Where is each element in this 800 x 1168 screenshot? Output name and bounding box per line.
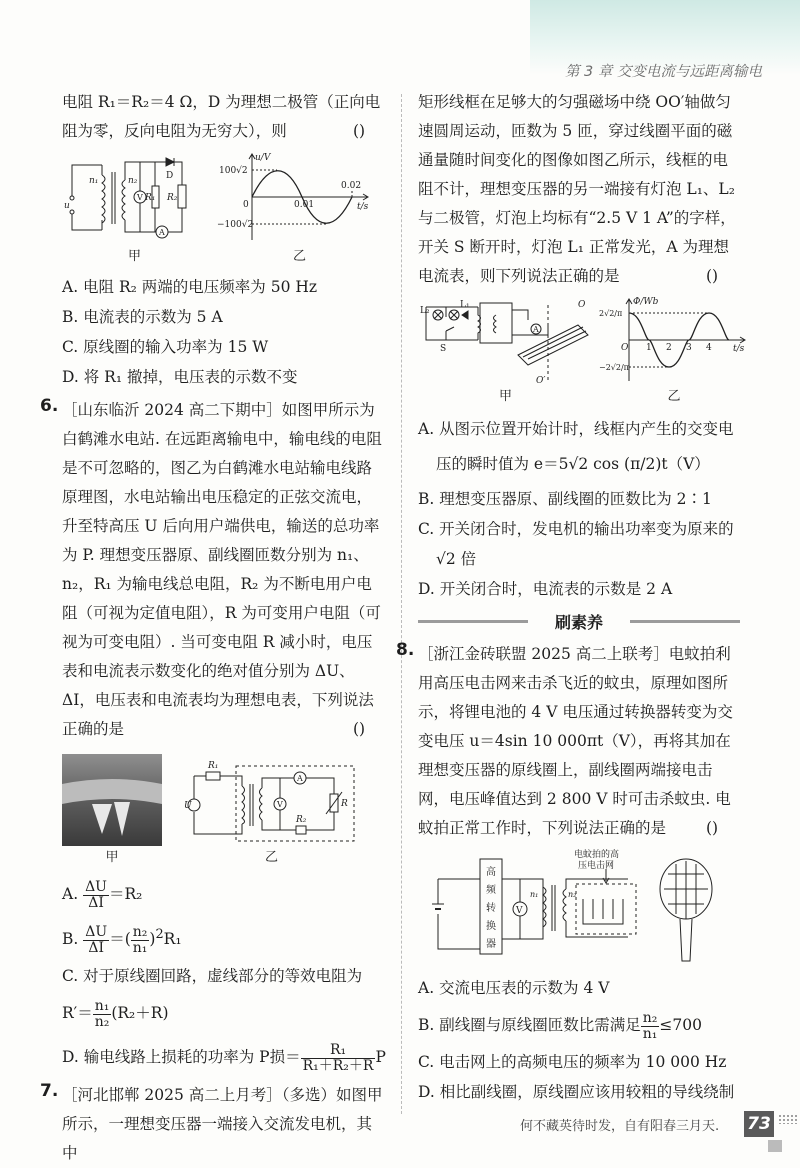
caption-jia: 甲 xyxy=(127,249,141,264)
question-5-tail xyxy=(62,88,387,392)
net-label-line1: 电蚊拍的高 xyxy=(574,850,620,860)
u-label: U xyxy=(184,801,192,811)
right-column xyxy=(396,88,745,1107)
y-axis-label: u/V xyxy=(255,153,271,163)
tick-origin: 0 xyxy=(243,200,249,210)
question-6-figures xyxy=(62,754,387,865)
transmission-circuit-diagram xyxy=(184,754,359,846)
option-5b: B. 电流表的示数为 5 A xyxy=(62,308,223,326)
tick-neg-max: −2√2/π xyxy=(599,363,629,372)
x-axis-label: t/s xyxy=(733,344,745,354)
question-7-stem-right: 矩形线框在足够大的匀强磁场中绕 OO′轴做匀速圆周运动，匝数为 5 匝，穿过线圈平面的磁通量随时间变化的图像如图乙所示，线框的电阻不计，理想变压器的另一端接有灯泡 L₁、L₂ 与二极管，灯泡上均标有“2.5 V 1 A”的字样，开关 S 断开时，灯泡 L₁ 正常发光，A 为理想电流表，则下列说法正确的是 ( ) xyxy=(418,88,740,291)
flux-graph xyxy=(599,295,749,385)
option-6b: B. $\frac{\Delta U}{\Delta I}$ ＝( $\frac{\text{n₂}}{\text{n₁}}$ )$^2$R₁ xyxy=(62,923,182,956)
option-7d: D. 开关闭合时，电流表的示数是 2 A xyxy=(418,580,673,598)
converter-char-5: 器 xyxy=(486,939,496,950)
option-7b: B. 理想变压器原、副线圈的匝数比为 2∶1 xyxy=(418,490,712,508)
voltmeter-label: V xyxy=(277,800,283,809)
l1-label: L₁ xyxy=(460,300,470,310)
question-7-figures xyxy=(418,295,745,404)
ammeter-label: A xyxy=(533,325,539,334)
answer-blank xyxy=(331,117,387,146)
option-8b: B. 副线圈与原线圈匝数比需满足 $\frac{\text{n₂}}{\text{n₁}}$ ≤700 xyxy=(418,1009,702,1042)
option-5a: A. 电阻 R₂ 两端的电压频率为 50 Hz xyxy=(62,278,318,296)
o-prime-label: O′ xyxy=(536,376,546,385)
voltmeter-label: V xyxy=(516,906,523,916)
tick-pos-max: 100√2 xyxy=(219,166,248,176)
tick-pos-max: 2√2/π xyxy=(599,309,623,318)
figure-5-jia xyxy=(62,150,207,264)
tick-2: 2 xyxy=(666,343,672,353)
question-7-stem-left: ［河北邯郸 2025 高二上月考］（多选）如图甲所示，一理想变压器一端接入交流发电机，其中 xyxy=(62,1086,383,1163)
generator-transformer-diagram xyxy=(418,295,593,385)
question-8-number: 8. xyxy=(396,640,415,660)
converter-char-1: 高 xyxy=(486,867,496,878)
n1-label: n₁ xyxy=(89,176,99,186)
ammeter-label: A xyxy=(159,228,165,237)
question-8 xyxy=(396,640,740,1107)
tick-1: 1 xyxy=(646,343,652,353)
question-8-stem: ［浙江金砖联盟 2025 高二上联考］电蚊拍利用高压电击网来击杀飞近的蚊虫，原理如图所示，将锂电池的 4 V 电压通过转换器转变为交变电压 u＝4sin 10 000πt（V），再将其加在理想变压器的原线圈上，副线圈两端接电击网，电压峰值达到 2 800 V 时可击杀蚊虫. 电蚊拍正常工作时，下列说法正确的是 ( ) xyxy=(418,640,740,843)
caption-jia: 甲 xyxy=(105,850,119,865)
converter-char-4: 换 xyxy=(486,921,496,932)
figure-6-jia xyxy=(62,754,162,865)
caption-yi: 乙 xyxy=(292,249,306,264)
diode-label: D xyxy=(166,171,174,181)
n2-label: n₂ xyxy=(568,890,577,899)
question-7-cont xyxy=(418,88,745,604)
tick-3: 3 xyxy=(686,343,692,353)
option-6d: D. 输电线路上损耗的功率为 P损＝ $\frac{\text{R₁}}{\text{R₁＋R₂＋R}}$ P xyxy=(62,1041,386,1074)
option-6a: A. $\frac{\Delta U}{\Delta I}$ ＝R₂ xyxy=(62,878,143,911)
voltmeter-label: V xyxy=(137,193,143,202)
option-6c-text: C. 对于原线圈回路，虚线部分的等效电阻为 xyxy=(62,967,363,986)
column-divider xyxy=(401,94,402,1114)
question-5-figures xyxy=(62,150,387,264)
r1-label: R₁ xyxy=(208,761,219,771)
answer-blank xyxy=(684,814,740,843)
question-7-start xyxy=(40,1081,387,1168)
question-6-number: 6. xyxy=(40,396,59,416)
converter-char-3: 转 xyxy=(486,903,496,914)
option-8c: C. 电击网上的高频电压的频率为 10 000 Hz xyxy=(418,1053,727,1071)
question-7-number: 7. xyxy=(40,1081,59,1102)
tick-4: 4 xyxy=(706,343,712,353)
option-5d: D. 将 R₁ 撤掉，电压表的示数不变 xyxy=(62,368,298,386)
figure-7-yi xyxy=(599,295,749,404)
figure-6-yi xyxy=(184,754,359,865)
option-7a-line2: 压的瞬时值为 e＝5√2 cos (π/2)t（V） xyxy=(436,455,710,473)
section-title: 刷素养 xyxy=(545,610,613,633)
n2-label: n₂ xyxy=(128,176,138,186)
n1-label: n₁ xyxy=(530,890,539,899)
tick-origin: O xyxy=(621,343,629,353)
y-axis-label: Φ/Wb xyxy=(633,297,659,307)
question-8-figure xyxy=(418,849,740,969)
option-6c-formula: R′＝ $\frac{\text{n₁}}{\text{n₂}}$ (R₂＋R) xyxy=(62,997,169,1030)
tick-0-02: 0.02 xyxy=(341,181,362,191)
r2-label: R₂ xyxy=(296,815,307,825)
option-7a-line1: A. 从图示位置开始计时，线框内产生的交变电 xyxy=(418,420,734,438)
page-number: 73 xyxy=(744,1111,774,1137)
option-5c: C. 原线圈的输入功率为 15 W xyxy=(62,338,269,356)
question-6 xyxy=(40,396,387,1079)
figure-5-yi xyxy=(217,150,382,264)
decorative-square xyxy=(768,1140,782,1152)
option-8a: A. 交流电压表的示数为 4 V xyxy=(418,979,610,997)
tick-neg-max: −100√2 xyxy=(217,220,254,230)
caption-yi: 乙 xyxy=(667,389,681,404)
question-6-stem: ［山东临沂 2024 高二下期中］如图甲所示为白鹤滩水电站. 在远距离输电中，输电线的电阻是不可忽略的，图乙为白鹤滩水电站输电线路原理图，水电站输出电压稳定的正弦交流电，升至特高压 U 后向用户端供电，输送的总功率为 P. 理想变压器原、副线圈匝数分别为 n₁、n₂，R₁ 为输电线总电阻，R₂ 为不断电用户电阻（可视为定值电阻），R 为可变用户电阻（可视为可变电阻）. 当可变电阻 R 减小时，电压表和电流表示数变化的绝对值分别为 ΔU、ΔI，电压表和电流表均为理想电表，下列说法正确的是 ( ) xyxy=(62,396,387,744)
answer-blank xyxy=(684,262,740,291)
x-axis-label: t/s xyxy=(357,202,369,212)
decorative-dots xyxy=(778,1114,798,1124)
o-label: O xyxy=(578,300,586,310)
caption-yi: 乙 xyxy=(264,850,278,865)
dam-photo xyxy=(62,754,162,846)
r-label: R xyxy=(341,799,348,809)
option-8d: D. 相比副线圈，原线圈应该用较粗的导线绕制 xyxy=(418,1083,735,1101)
r2-label: R₂ xyxy=(167,193,178,203)
left-column xyxy=(40,88,387,1168)
u-label: u xyxy=(64,201,70,211)
voltage-waveform-graph xyxy=(217,150,382,245)
answer-blank xyxy=(331,715,387,744)
tick-0-01: 0.01 xyxy=(294,200,315,210)
figure-7-jia xyxy=(418,295,593,404)
ammeter-label: A xyxy=(297,774,303,783)
transformer-circuit-diagram xyxy=(62,150,207,245)
l2-label: L₂ xyxy=(420,306,430,316)
caption-jia: 甲 xyxy=(498,389,512,404)
option-7c-line2: √2 倍 xyxy=(436,550,477,568)
chapter-header: 第 3 章 交变电流与远距离输电 xyxy=(564,64,762,80)
converter-char-2: 频 xyxy=(486,885,496,896)
option-7c-line1: C. 开关闭合时，发电机的输出功率变为原来的 xyxy=(418,520,734,538)
footer-motto: 何不藏英待时发，自有阳春三月天. xyxy=(520,1119,720,1134)
mosquito-swatter-circuit xyxy=(418,849,740,969)
r1-label: R₁ xyxy=(145,193,156,203)
s-label: S xyxy=(440,344,447,354)
question-5-stem: 电阻 R₁＝R₂＝4 Ω，D 为理想二极管（正向电阻为零，反向电阻为无穷大），则 ( ) xyxy=(62,88,387,146)
net-label-line2: 压电击网 xyxy=(578,861,615,871)
section-divider xyxy=(418,610,740,632)
